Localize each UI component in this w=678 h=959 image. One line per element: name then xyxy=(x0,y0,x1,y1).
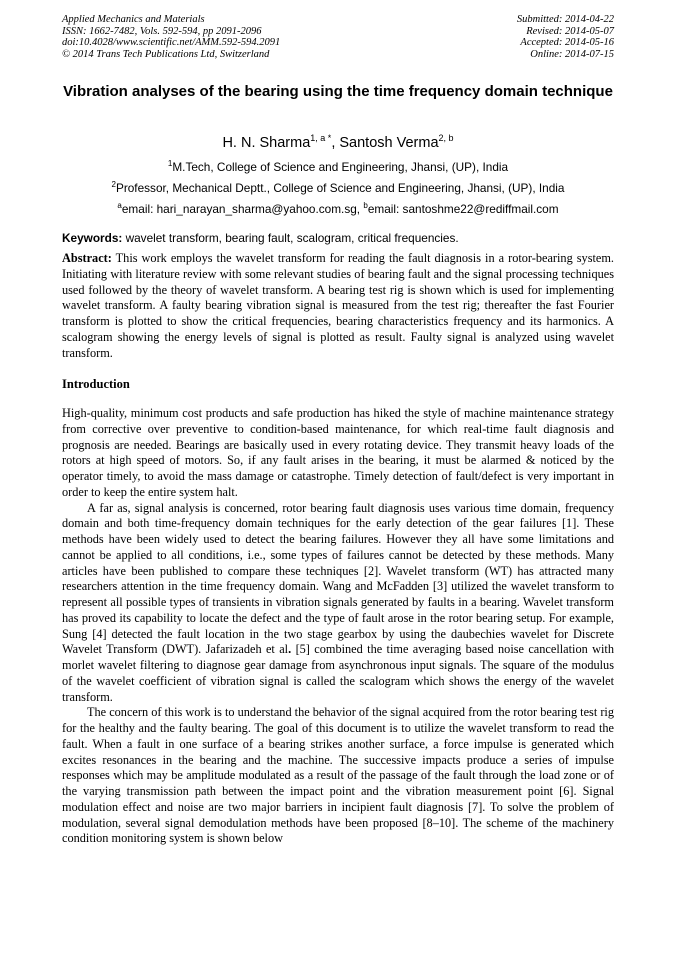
journal-issn: ISSN: 1662-7482, Vols. 592-594, pp 2091-2096 xyxy=(62,25,262,37)
submission-dates xyxy=(517,14,614,60)
author-1-name: H. N. Sharma xyxy=(222,135,311,151)
intro-paragraph-3: The concern of this work is to understand the behavior of the signal acquired from the rotor bearing test rig for the healthy and the faulty bearing. The goal of this document is to utilize the wavelet transform to read the fault. When a fault in one surface of a bearing strikes another surface, a force impulse is generated which excites resonances in the bearing and the machine. The successive impacts produce a series of impulse responses which may be amplitude modulated as a result of the passage of the fault through the load zone or of the varying transmission path between the impact point and the vibration measurement point [6]. Signal modulation effect and noise are two major barriers in incipient fault diagnosis [7]. To solve the problem of modulation, several signal demodulation methods have been proposed [8–10]. The scheme of the machinery condition monitoring system is shown below xyxy=(62,705,614,846)
affiliation-2-sup: 2 xyxy=(111,180,116,189)
intro-paragraph-2-part-b: [5] combined the time averaging based noise cancellation with morlet wavelet filtering to diagnose gear damage from asynchronous input signals. The square of the modulus of the wavelet coefficient of vibration signal is called the scalogram which shows the energy of the wavelet transform. xyxy=(62,642,614,704)
author-2-name: Santosh Verma xyxy=(339,135,439,151)
introduction-body xyxy=(62,406,614,847)
author-line xyxy=(62,134,614,152)
affiliation-1 xyxy=(62,160,614,174)
journal-info xyxy=(62,14,280,60)
author-emails xyxy=(62,202,614,216)
author-1-sup: 1, a * xyxy=(310,133,332,143)
affiliation-1-sup: 1 xyxy=(167,159,173,168)
journal-doi: doi:10.4028/www.scientific.net/AMM.592-594.2091 xyxy=(62,37,281,49)
abstract-text: This work employs the wavelet transform for reading the fault diagnosis in a rotor-bearing system. Initiating with literature review with some relevant studies of bearing fault and the signal processing techniques used followed by the theory of wavelet transform. A bearing test rig is shown which is used for implementing wavelet transform. A faulty bearing vibration signal is measured from the test rig; thereafter the fast Fourier transform is plotted to show the critical frequencies, bearing characteristics frequency and its harmonics. A scalogram showing the energy levels of signal is plotted as result. Faulty signal is analyzed using wavelet transform. xyxy=(62,251,614,360)
intro-paragraph-1: High-quality, minimum cost products and safe production has hiked the style of machine maintenance strategy from corrective over preventive to condition-based maintenance, for which real-time fault diagnosis and prognosis are needed. Bearings are basically used in every rotating device. They transmit heavy loads of the rotors at high speed of motors. So, if any fault arises in the bearing, it must be alarmed & noticed by the operator timely, to avoid the mass damage or catastrophe. Timely detection of fault/defect is very important in order to keep the entire system halt. xyxy=(62,406,614,499)
affiliation-2-text: Professor, Mechanical Deptt., College of Science and Engineering, Jhansi, (UP), India xyxy=(115,181,565,195)
abstract-label: Abstract: xyxy=(62,251,112,265)
intro-paragraph-2 xyxy=(62,501,614,706)
keywords-label: Keywords: xyxy=(62,231,123,245)
affiliation-2 xyxy=(62,181,614,195)
journal-copyright: © 2014 Trans Tech Publications Ltd, Switzerland xyxy=(62,48,270,60)
email-b-text: email: santoshme22@rediffmail.com xyxy=(367,202,559,216)
date-accepted: Accepted: 2014-05-16 xyxy=(520,37,614,49)
affiliation-1-text: M.Tech, College of Science and Engineering, Jhansi, (UP), India xyxy=(172,160,509,174)
email-a-sup: a xyxy=(117,201,122,210)
email-a-text: email: hari_narayan_sharma@yahoo.com.sg, xyxy=(121,202,364,216)
keywords-text: wavelet transform, bearing fault, scalogram, critical frequencies. xyxy=(122,231,459,245)
section-heading-introduction: Introduction xyxy=(62,377,130,391)
author-2-sup: 2, b xyxy=(438,133,454,143)
keywords xyxy=(62,231,614,245)
date-online: Online: 2014-07-15 xyxy=(530,48,614,60)
abstract xyxy=(62,251,614,361)
email-b-sup: b xyxy=(363,201,368,210)
intro-paragraph-2-part-a: A far as, signal analysis is concerned, rotor bearing fault diagnosis uses various time domain, frequency domain and both time-frequency domain techniques for the early detection of the gear failures [1]. These methods have been widely used to detect the bearing failures. However they all have some limitations and cannot be applied to all conditions, i.e., some types of failures cannot be detected by these methods. Many articles have been published to compare these techniques [2]. Wavelet transform (WT) has attracted many researchers attention in the time frequency domain. Wang and McFadden [3] utilized the wavelet transform to represent all possible types of transients in vibration signals generated by faults in a bearing. Wavelet transform has proved its capability to locate the defect and the type of fault arose in the rotor bearing setup. For example, Sung [4] detected the fault location in the two stage gearbox by using the daubechies wavelet for Discrete Wavelet Transform (DWT). Jafarizadeh et al xyxy=(62,500,614,657)
intro-paragraph-2-bold-dot: . xyxy=(288,642,292,657)
date-revised: Revised: 2014-05-07 xyxy=(526,25,614,37)
journal-name: Applied Mechanics and Materials xyxy=(62,14,205,25)
paper-title: Vibration analyses of the bearing using the time frequency domain technique xyxy=(63,83,613,100)
author-separator: , xyxy=(331,135,340,151)
date-submitted: Submitted: 2014-04-22 xyxy=(516,14,614,25)
